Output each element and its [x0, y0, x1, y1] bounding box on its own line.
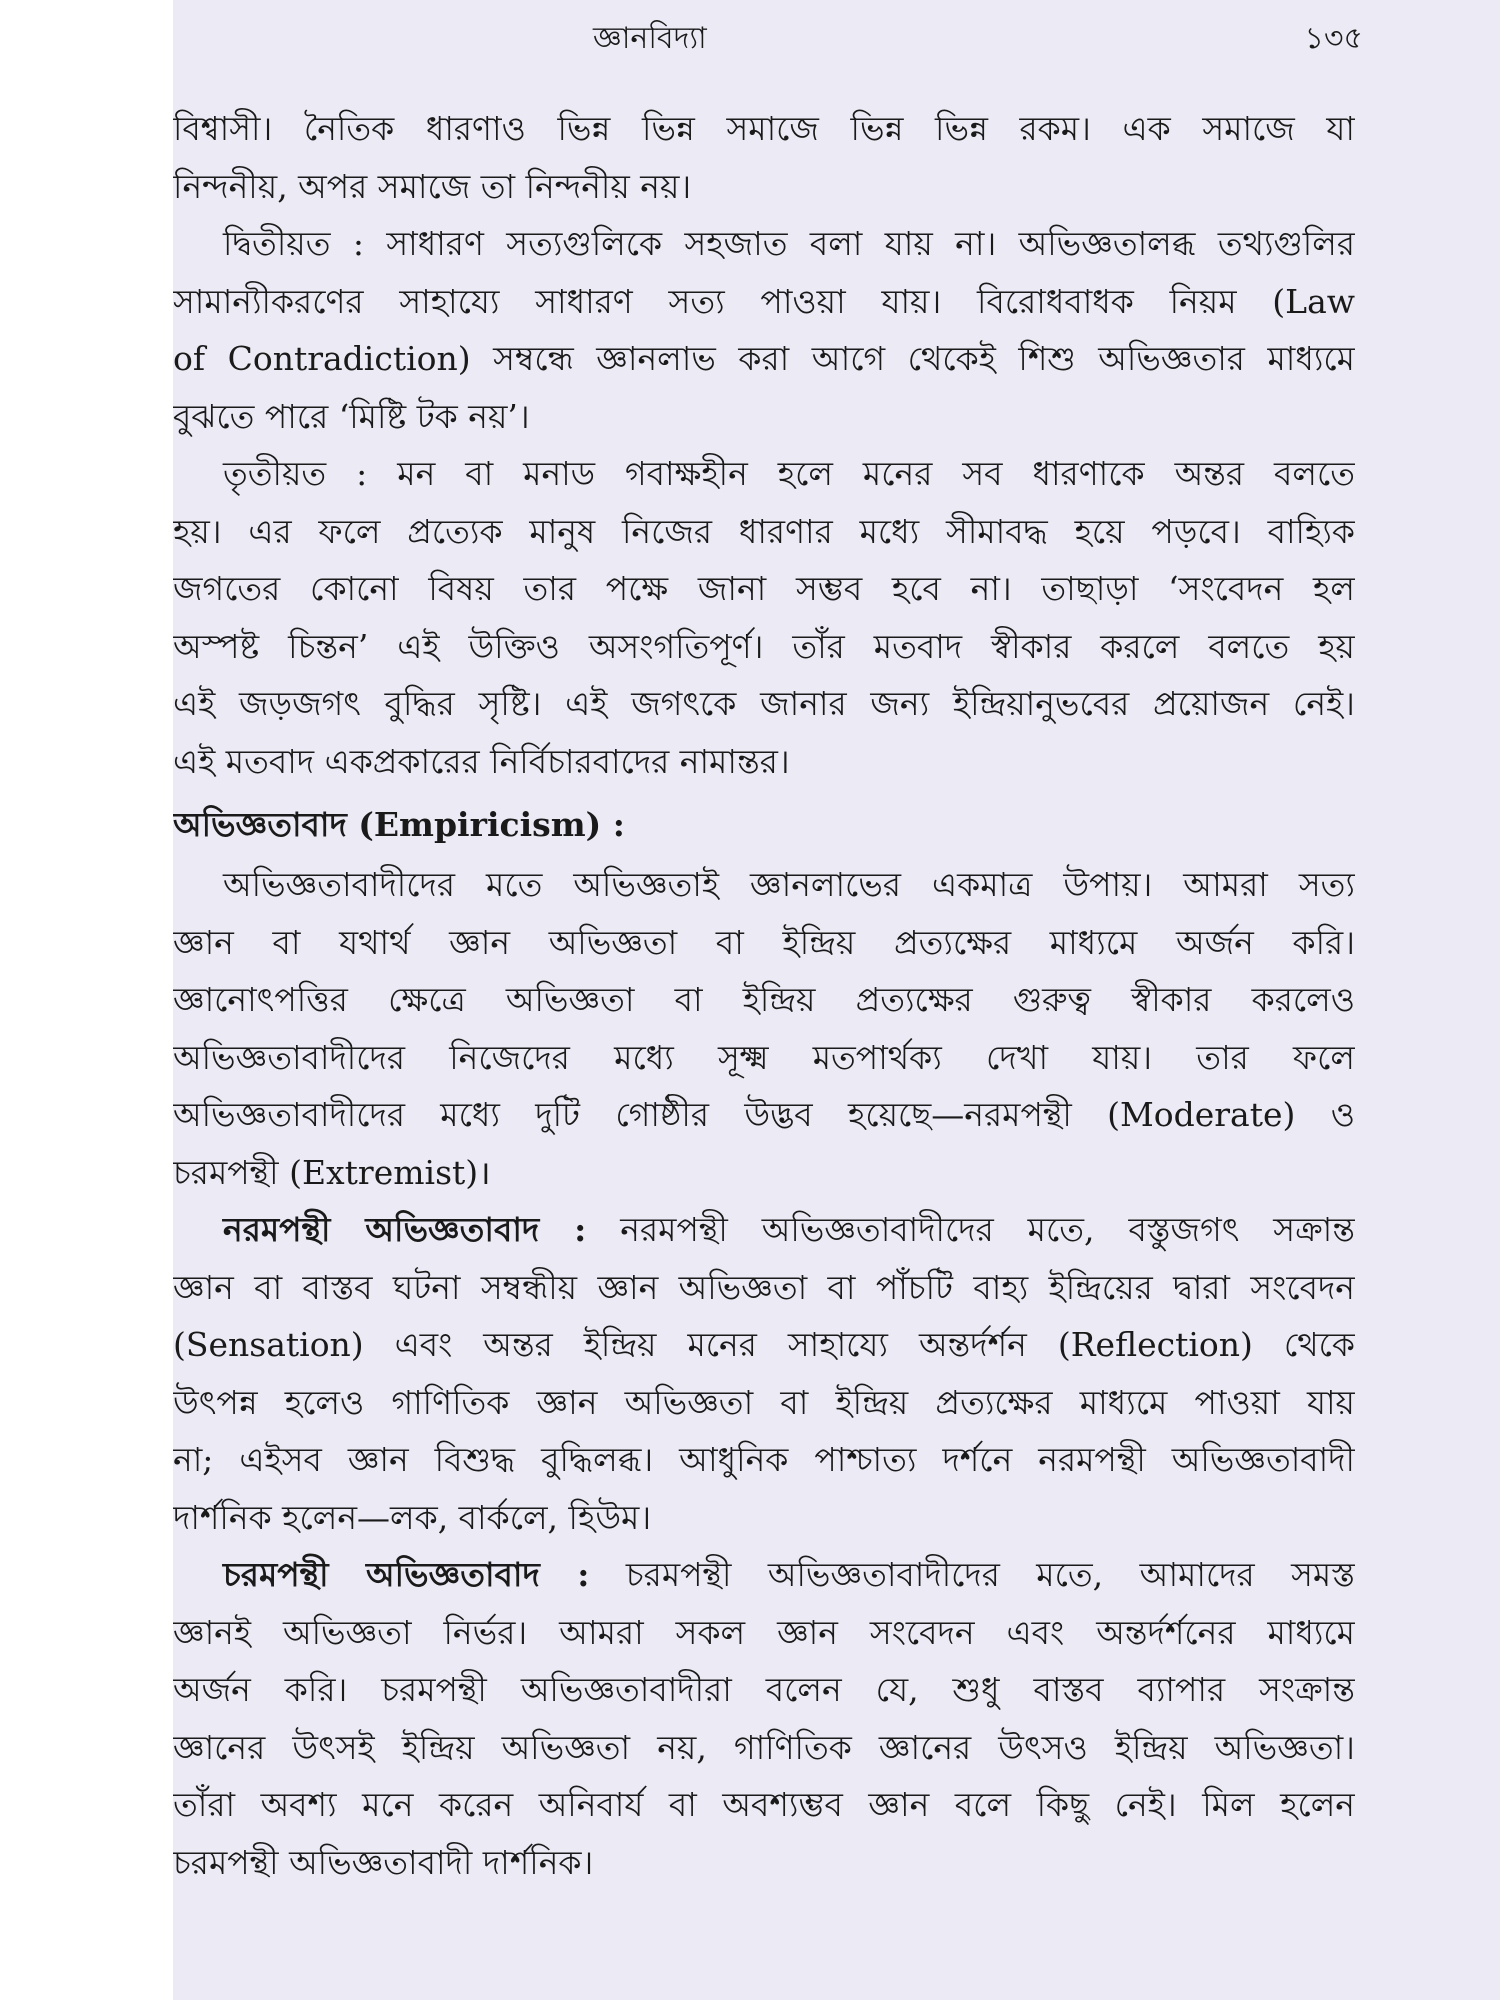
text-line: (Sensation) এবং অন্তর ইন্দ্রিয় মনের সাহায্যে অন্তর্দর্শন (Reflection) থেকে	[173, 1325, 1355, 1364]
text-line: চরমপন্থী (Extremist)।	[173, 1152, 491, 1192]
text-line: উৎপন্ন হলেও গাণিতিক জ্ঞান অভিজ্ঞতা বা ইন্দ্রিয় প্রত্যক্ষের মাধ্যমে পাওয়া যায়	[173, 1382, 1355, 1422]
subsection-title: চরমপন্থী অভিজ্ঞতাবাদ :	[223, 1555, 590, 1594]
page-number: ১৩৫	[1304, 21, 1363, 56]
text-line: অস্পষ্ট চিন্তন’ এই উক্তিও অসংগতিপূর্ণ। তাঁর মতবাদ স্বীকার করলে বলতে হয়	[173, 626, 1355, 666]
text-line: জ্ঞান বা যথার্থ জ্ঞান অভিজ্ঞতা বা ইন্দ্রিয় প্রত্যক্ষের মাধ্যমে অর্জন করি।	[173, 922, 1355, 962]
page-header	[173, 6, 1363, 56]
text-line: জ্ঞানই অভিজ্ঞতা নির্ভর। আমরা সকল জ্ঞান সংবেদন এবং অন্তর্দর্শনের মাধ্যমে	[173, 1612, 1355, 1652]
text-line: অভিজ্ঞতাবাদীদের নিজেদের মধ্যে সূক্ষ্ম মতপার্থক্য দেখা যায়। তার ফলে	[173, 1037, 1355, 1077]
text-line	[173, 1546, 1355, 1604]
text-line: হয়। এর ফলে প্রত্যেক মানুষ নিজের ধারণার মধ্যে সীমাবদ্ধ হয়ে পড়বে। বাহ্যিক	[173, 511, 1355, 551]
text-line: নিন্দনীয়, অপর সমাজে তা নিন্দনীয় নয়।	[173, 166, 692, 206]
text-line: না; এইসব জ্ঞান বিশুদ্ধ বুদ্ধিলব্ধ। আধুনিক পাশ্চাত্য দর্শনে নরমপন্থী অভিজ্ঞতাবাদী	[173, 1440, 1355, 1479]
text-line: জগতের কোনো বিষয় তার পক্ষে জানা সম্ভব হবে না। তাছাড়া ‘সংবেদন হল	[173, 569, 1355, 608]
text-line: এই মতবাদ একপ্রকারের নির্বিচারবাদের নামান্তর।	[173, 741, 790, 781]
text-line: of Contradiction) সম্বন্ধে জ্ঞানলাভ করা আগে থেকেই শিশু অভিজ্ঞতার মাধ্যমে	[173, 339, 1355, 378]
line-text: চরমপন্থী অভিজ্ঞতাবাদীদের মতে, আমাদের সমস্ত	[589, 1555, 1355, 1594]
running-title: জ্ঞানবিদ্যা	[593, 21, 707, 56]
text-line: বিশ্বাসী। নৈতিক ধারণাও ভিন্ন ভিন্ন সমাজে ভিন্ন ভিন্ন রকম। এক সমাজে যা	[173, 109, 1355, 148]
text-line: তৃতীয়ত : মন বা মনাড গবাক্ষহীন হলে মনের সব ধারণাকে অন্তর বলতে	[223, 454, 1355, 493]
text-line: সামান্যীকরণের সাহায্যে সাধারণ সত্য পাওয়া যায়। বিরোধবাধক নিয়ম (Law	[173, 281, 1355, 321]
text-line: তাঁরা অবশ্য মনে করেন অনিবার্য বা অবশ্যম্ভব জ্ঞান বলে কিছু নেই। মিল হলেন	[173, 1785, 1355, 1824]
subsection-title: নরমপন্থী অভিজ্ঞতাবাদ :	[223, 1210, 587, 1249]
text-line	[173, 1201, 1355, 1259]
text-line: অর্জন করি। চরমপন্থী অভিজ্ঞতাবাদীরা বলেন যে, শুধু বাস্তব ব্যাপার সংক্রান্ত	[173, 1670, 1355, 1709]
text-line: বুঝতে পারে ‘মিষ্টি টক নয়’।	[173, 396, 530, 436]
text-line: জ্ঞানের উৎসই ইন্দ্রিয় অভিজ্ঞতা নয়, গাণিতিক জ্ঞানের উৎসও ইন্দ্রিয় অভিজ্ঞতা।	[173, 1727, 1355, 1767]
text-line: এই জড়জগৎ বুদ্ধির সৃষ্টি। এই জগৎকে জানার জন্য ইন্দ্রিয়ানুভবের প্রয়োজন নেই।	[173, 684, 1355, 723]
book-page	[173, 0, 1500, 2000]
text-line: জ্ঞান বা বাস্তব ঘটনা সম্বন্ধীয় জ্ঞান অভিজ্ঞতা বা পাঁচটি বাহ্য ইন্দ্রিয়ের দ্বারা সংবেদন	[173, 1267, 1355, 1307]
text-line: দ্বিতীয়ত : সাধারণ সত্যগুলিকে সহজাত বলা যায় না। অভিজ্ঞতালব্ধ তথ্যগুলির	[223, 224, 1355, 263]
text-line: জ্ঞানোৎপত্তির ক্ষেত্রে অভিজ্ঞতা বা ইন্দ্রিয় প্রত্যক্ষের গুরুত্ব স্বীকার করলেও	[173, 980, 1355, 1019]
section-heading: অভিজ্ঞতাবাদ (Empiricism) :	[173, 805, 625, 844]
line-text: নরমপন্থী অভিজ্ঞতাবাদীদের মতে, বস্তুজগৎ সক্রান্ত	[586, 1210, 1355, 1249]
text-line: অভিজ্ঞতাবাদীদের মতে অভিজ্ঞতাই জ্ঞানলাভের একমাত্র উপায়। আমরা সত্য	[223, 865, 1355, 904]
text-line: চরমপন্থী অভিজ্ঞতাবাদী দার্শনিক।	[173, 1842, 594, 1882]
page-body	[173, 100, 1355, 1891]
text-line: অভিজ্ঞতাবাদীদের মধ্যে দুটি গোষ্ঠীর উদ্ভব হয়েছে—নরমপন্থী (Moderate) ও	[173, 1095, 1355, 1134]
text-line: দার্শনিক হলেন—লক, বার্কলে, হিউম।	[173, 1497, 652, 1537]
